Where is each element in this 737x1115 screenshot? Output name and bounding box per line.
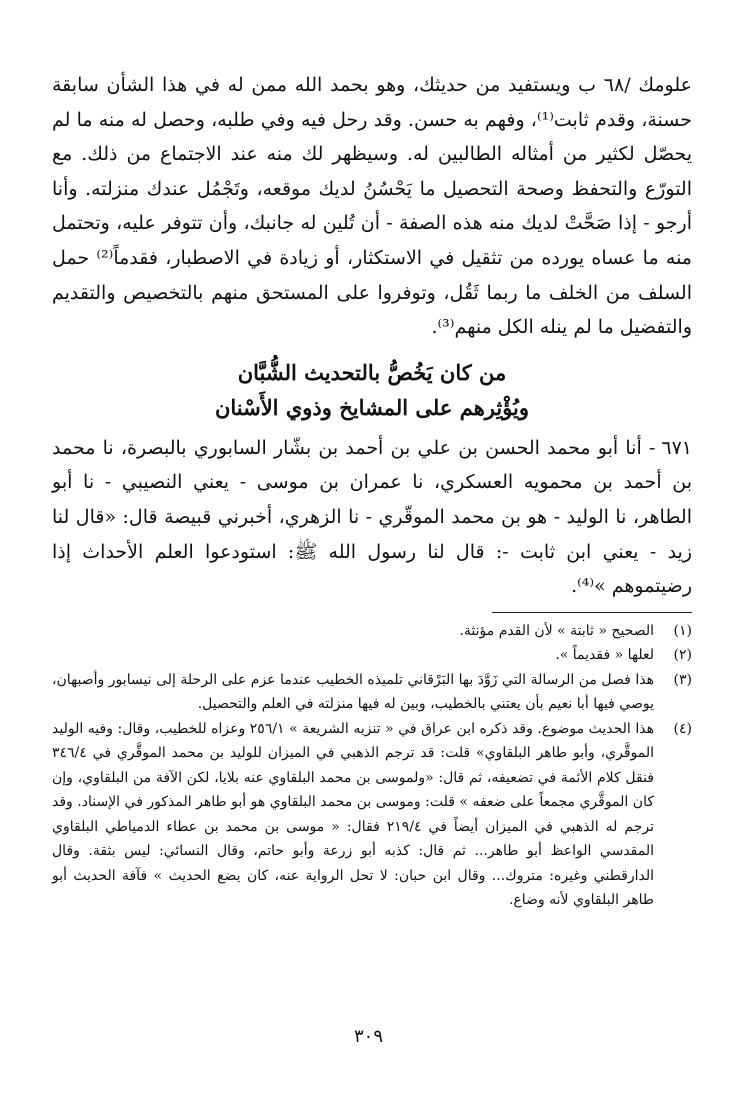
footnote-text: الصحيح « ثابتة » لأن القدم مؤنثة. — [459, 622, 654, 639]
document-page — [52, 68, 692, 913]
footnote-number: (٢) — [673, 647, 692, 664]
section-heading-line-2: ويُؤْثِرهم على المشايخ وذوي الأَسْنان — [214, 394, 530, 420]
section-heading-line-1: من كان يَخُصُّ بالتحديث الشُّبَّان — [237, 359, 507, 385]
footnotes — [52, 619, 692, 913]
footnote-number: (٤) — [673, 720, 692, 737]
hadith-number: ٦٧١ — [661, 436, 692, 459]
footnote — [52, 717, 692, 913]
footnote — [52, 643, 692, 668]
hadith-text: - أنا أبو محمد الحسن بن علي بن أحمد بن بشّار السابوري بالبصرة، نا محمد بن أحمد بن محمويه العسكري، نا عمران بن موسى - يعني النصيبي - نا أبو الطاهر، نا الوليد - هو بن محمد الموقّري - نا الزهري، أخبرني قبيصة قال: «قال لنا زيد - يعني ابن ثابت -: قال لنا رسول الله ﷺ: استودعوا العلم الأحداث إذا رضيتموهم »⁽⁴⁾. — [52, 436, 692, 598]
footnote-divider — [492, 612, 692, 613]
footnote-text: هذا الحديث موضوع. وقد ذكره ابن عراق في « تنزيه الشريعة » ٢٥٦/١ وعزاه للخطيب، وقال: وفيه الوليد الموقَّري، وأبو طاهر البلقاوي» قلت: قد ترجم الذهبي في الميزان للوليد بن محمد الموقَّري في ٣٤٦/٤ فنقل كلام الأئمة في تضعيفه، ثم قال: «ولموسى بن محمد البلقاوي عنه بلايا، لكن الآفة من البلقاوي، وإن كان الموقَّري مجمعاً على ضعفه » قلت: وموسى بن محمد البلقاوي هو أبو طاهر المذكور في الإسناد. وقد ترجم له الذهبي في الميزان أيضاً في ٢١٩/٤ فقال: « موسى بن محمد بن عطاء الدمياطي البلقاوي المقدسي الواعظ أبو طاهر... ثم قال: كذبه أبو زرعة وأبو حاتم، وقال النسائي: ليس بثقة. وقال الدارقطني وغيره: متروك... وقال ابن حبان: لا تحل الرواية عنه، كان يضع الحديث » فآفة الحديث أبو طاهر البلقاوي لأنه وضاع. — [52, 720, 655, 909]
footnote — [52, 668, 692, 717]
footnote — [52, 619, 692, 644]
body-paragraph: علومك /٦٨ ب ويستفيد من حديثك، وهو بحمد الله ممن له في هذا الشأن سابقة حسنة، وقدم ثابت⁽¹⁾، وفهم به حسن. وقد رحل فيه وفي طلبه، وحصل له منه ما لم يحصّل لكثير من أمثاله الطالبين له. وسيظهر لك منه عند الاجتماع من ذلك. مع التورّع والتحفظ وصحة التحصيل ما يَحْسُنُ لديك موقعه، وتَجْمُل عندك منزلته. وأنا أرجو - إذا صَحَّتْ لديك منه هذه الصفة - أن تُلين له جانبك، وأن تتوفر عليه، وتحتمل منه ما عساه يورده من تثقيل في الاستكثار، أو زيادة في الاصطبار، فقدماً⁽²⁾ حمل السلف من الخلف ما ربما ثَقُل، وتوفروا على المستحق منهم بالتخصيص والتقديم والتفضيل ما لم ينله الكل منهم⁽³⁾. — [52, 74, 692, 339]
footnote-number: (٣) — [673, 671, 692, 688]
footnote-text: لعلها « فقديماً ». — [555, 647, 654, 664]
hadith-paragraph — [52, 431, 692, 604]
page-number: ٣٠٩ — [353, 1026, 383, 1047]
footnote-text: هذا فصل من الرسالة التي زَوَّدَ بها البَرْقاني تلميذه الخطيب عندما عزم على الرحلة إلى نيسابور وأصبهان، يوصي فيها أبا نعيم بأن يعتني بالخطيب، وبين له فيها منزلته في العلم والتحصيل. — [52, 671, 654, 713]
footnote-number: (١) — [673, 622, 692, 639]
